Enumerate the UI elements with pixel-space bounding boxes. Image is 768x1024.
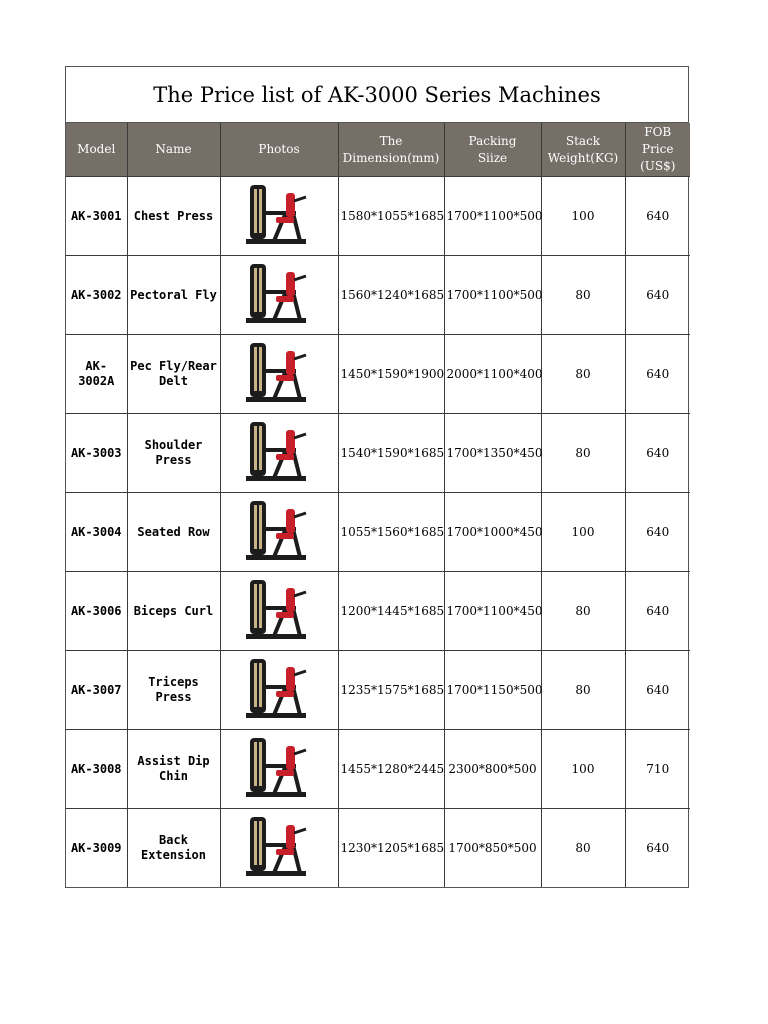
name-cell: Pec Fly/Rear Delt xyxy=(127,335,220,414)
header-packing-size: Packing Siize xyxy=(444,123,541,177)
gym-machine-icon xyxy=(244,420,314,486)
dimension-cell: 1200*1445*1685 xyxy=(338,572,444,651)
header-model: Model xyxy=(66,123,127,177)
name-cell: Chest Press xyxy=(127,177,220,256)
stack-weight-cell: 80 xyxy=(541,809,625,888)
gym-machine-icon xyxy=(244,657,314,723)
model-cell: AK-3008 xyxy=(66,730,127,809)
name-cell: Biceps Curl xyxy=(127,572,220,651)
photo-cell xyxy=(220,414,338,493)
dimension-cell: 1580*1055*1685 xyxy=(338,177,444,256)
packing-size-cell: 1700*1350*450 xyxy=(444,414,541,493)
packing-size-cell: 1700*1100*500 xyxy=(444,177,541,256)
price-cell: 640 xyxy=(625,177,690,256)
price-cell: 640 xyxy=(625,493,690,572)
gym-machine-icon xyxy=(244,815,314,881)
table-row xyxy=(66,335,690,414)
gym-machine-icon xyxy=(244,262,314,328)
name-cell: Pectoral Fly xyxy=(127,256,220,335)
header-stack-weight: Stack Weight(KG) xyxy=(541,123,625,177)
dimension-cell: 1540*1590*1685 xyxy=(338,414,444,493)
stack-weight-cell: 100 xyxy=(541,730,625,809)
model-cell: AK-3002 xyxy=(66,256,127,335)
gym-machine-icon xyxy=(244,499,314,565)
price-table xyxy=(66,123,690,887)
packing-size-cell: 2000*1100*400 xyxy=(444,335,541,414)
photo-cell xyxy=(220,335,338,414)
price-cell: 640 xyxy=(625,651,690,730)
stack-weight-cell: 100 xyxy=(541,177,625,256)
header-dimension: The Dimension(mm) xyxy=(338,123,444,177)
gym-machine-icon xyxy=(244,736,314,802)
table-row xyxy=(66,177,690,256)
model-cell: AK-3003 xyxy=(66,414,127,493)
price-cell: 640 xyxy=(625,809,690,888)
dimension-cell: 1450*1590*1900 xyxy=(338,335,444,414)
stack-weight-cell: 80 xyxy=(541,572,625,651)
photo-cell xyxy=(220,572,338,651)
name-cell: Back Extension xyxy=(127,809,220,888)
header-fob-price: FOB Price (US$) xyxy=(625,123,690,177)
name-cell: Seated Row xyxy=(127,493,220,572)
photo-cell xyxy=(220,177,338,256)
header-photos: Photos xyxy=(220,123,338,177)
page-title: The Price list of AK-3000 Series Machines xyxy=(66,67,688,123)
price-cell: 640 xyxy=(625,572,690,651)
table-row xyxy=(66,651,690,730)
packing-size-cell: 1700*850*500 xyxy=(444,809,541,888)
packing-size-cell: 1700*1000*450 xyxy=(444,493,541,572)
model-cell: AK-3002A xyxy=(66,335,127,414)
table-row xyxy=(66,730,690,809)
photo-cell xyxy=(220,256,338,335)
price-cell: 640 xyxy=(625,256,690,335)
table-row xyxy=(66,414,690,493)
packing-size-cell: 1700*1150*500 xyxy=(444,651,541,730)
table-row xyxy=(66,572,690,651)
packing-size-cell: 1700*1100*450 xyxy=(444,572,541,651)
stack-weight-cell: 100 xyxy=(541,493,625,572)
dimension-cell: 1055*1560*1685 xyxy=(338,493,444,572)
photo-cell xyxy=(220,651,338,730)
header-name: Name xyxy=(127,123,220,177)
price-cell: 640 xyxy=(625,414,690,493)
model-cell: AK-3009 xyxy=(66,809,127,888)
table-row xyxy=(66,256,690,335)
name-cell: Triceps Press xyxy=(127,651,220,730)
model-cell: AK-3007 xyxy=(66,651,127,730)
dimension-cell: 1560*1240*1685 xyxy=(338,256,444,335)
table-row xyxy=(66,493,690,572)
photo-cell xyxy=(220,493,338,572)
header-row xyxy=(66,123,690,177)
stack-weight-cell: 80 xyxy=(541,256,625,335)
packing-size-cell: 2300*800*500 xyxy=(444,730,541,809)
dimension-cell: 1235*1575*1685 xyxy=(338,651,444,730)
photo-cell xyxy=(220,730,338,809)
dimension-cell: 1455*1280*2445 xyxy=(338,730,444,809)
gym-machine-icon xyxy=(244,341,314,407)
model-cell: AK-3004 xyxy=(66,493,127,572)
model-cell: AK-3001 xyxy=(66,177,127,256)
name-cell: Assist Dip Chin xyxy=(127,730,220,809)
table-row xyxy=(66,809,690,888)
price-list-sheet xyxy=(65,66,689,888)
gym-machine-icon xyxy=(244,183,314,249)
packing-size-cell: 1700*1100*500 xyxy=(444,256,541,335)
stack-weight-cell: 80 xyxy=(541,414,625,493)
price-cell: 640 xyxy=(625,335,690,414)
name-cell: Shoulder Press xyxy=(127,414,220,493)
gym-machine-icon xyxy=(244,578,314,644)
photo-cell xyxy=(220,809,338,888)
stack-weight-cell: 80 xyxy=(541,335,625,414)
dimension-cell: 1230*1205*1685 xyxy=(338,809,444,888)
price-cell: 710 xyxy=(625,730,690,809)
model-cell: AK-3006 xyxy=(66,572,127,651)
stack-weight-cell: 80 xyxy=(541,651,625,730)
